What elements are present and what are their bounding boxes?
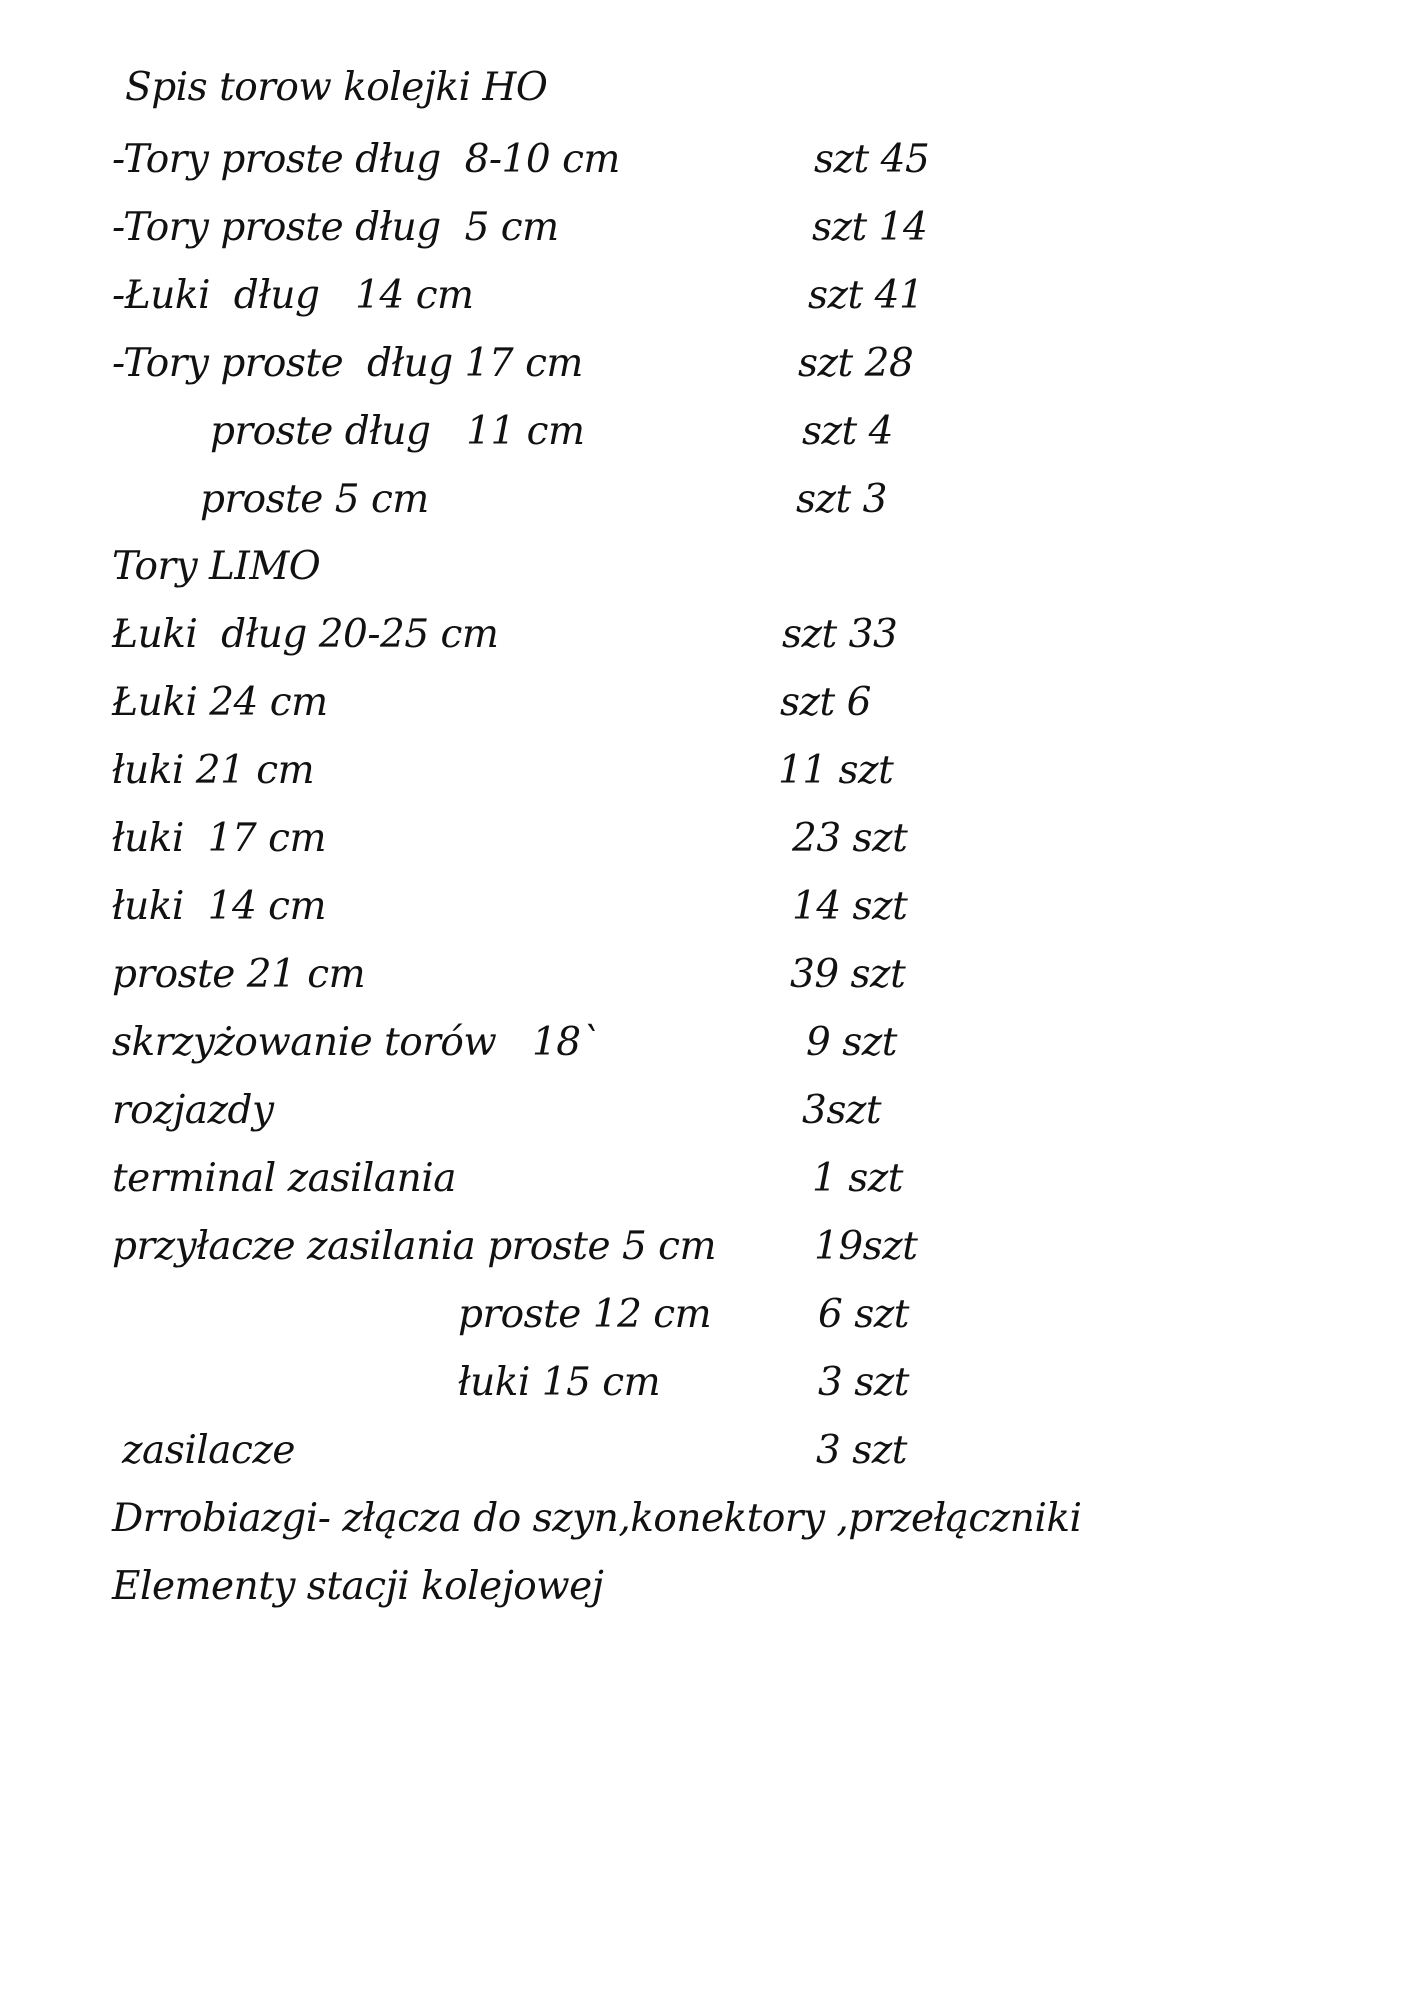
row-qty: szt 28 bbox=[798, 341, 914, 386]
row-qty: 23 szt bbox=[792, 816, 908, 861]
row-label: proste 12 cm bbox=[458, 1292, 712, 1337]
row-label: proste dług 11 cm bbox=[210, 409, 585, 454]
row-label: -Tory proste dług 17 cm bbox=[112, 341, 583, 386]
row-qty: 14 szt bbox=[792, 884, 908, 929]
row-qty: szt 41 bbox=[808, 273, 924, 318]
row-qty: szt 45 bbox=[814, 137, 930, 182]
document-title: Spis torow kolejki HO bbox=[125, 65, 548, 110]
row-qty: 39 szt bbox=[790, 952, 906, 997]
footer-line: Elementy stacji kolejowej bbox=[112, 1564, 604, 1609]
row-qty: 1 szt bbox=[812, 1156, 903, 1201]
row-qty: szt 33 bbox=[782, 612, 898, 657]
row-label: skrzyżowanie torów 18` bbox=[112, 1020, 600, 1065]
row-label: proste 21 cm bbox=[112, 952, 366, 997]
row-label: łuki 21 cm bbox=[112, 748, 315, 793]
row-label: -Tory proste dług 8-10 cm bbox=[112, 137, 620, 182]
row-label: -Tory proste dług 5 cm bbox=[112, 205, 559, 250]
row-label: rozjazdy bbox=[112, 1088, 274, 1133]
row-label: przyłacze zasilania proste 5 cm bbox=[112, 1224, 716, 1269]
row-qty: szt 4 bbox=[802, 409, 893, 454]
row-qty: szt 6 bbox=[780, 680, 871, 725]
row-qty: szt 14 bbox=[812, 205, 928, 250]
row-label: łuki 14 cm bbox=[112, 884, 327, 929]
row-label: łuki 15 cm bbox=[458, 1360, 661, 1405]
row-qty: 6 szt bbox=[818, 1292, 909, 1337]
row-qty: szt 3 bbox=[796, 477, 887, 522]
row-label: terminal zasilania bbox=[112, 1156, 456, 1201]
row-qty: 19szt bbox=[814, 1224, 918, 1269]
row-label: proste 5 cm bbox=[200, 477, 429, 522]
section-heading: Tory LIMO bbox=[112, 544, 321, 589]
row-label: zasilacze bbox=[122, 1428, 295, 1473]
footer-line: Drrobiazgi- złącza do szyn,konektory ,przełączniki bbox=[112, 1496, 1082, 1541]
row-qty: 3 szt bbox=[816, 1428, 907, 1473]
row-label: Łuki dług 20-25 cm bbox=[112, 612, 499, 657]
row-qty: 3 szt bbox=[818, 1360, 909, 1405]
row-qty: 9 szt bbox=[806, 1020, 897, 1065]
row-label: Łuki 24 cm bbox=[112, 680, 328, 725]
row-qty: 3szt bbox=[802, 1088, 882, 1133]
row-label: łuki 17 cm bbox=[112, 816, 327, 861]
row-qty: 11 szt bbox=[778, 748, 894, 793]
row-label: -Łuki dług 14 cm bbox=[112, 273, 474, 318]
